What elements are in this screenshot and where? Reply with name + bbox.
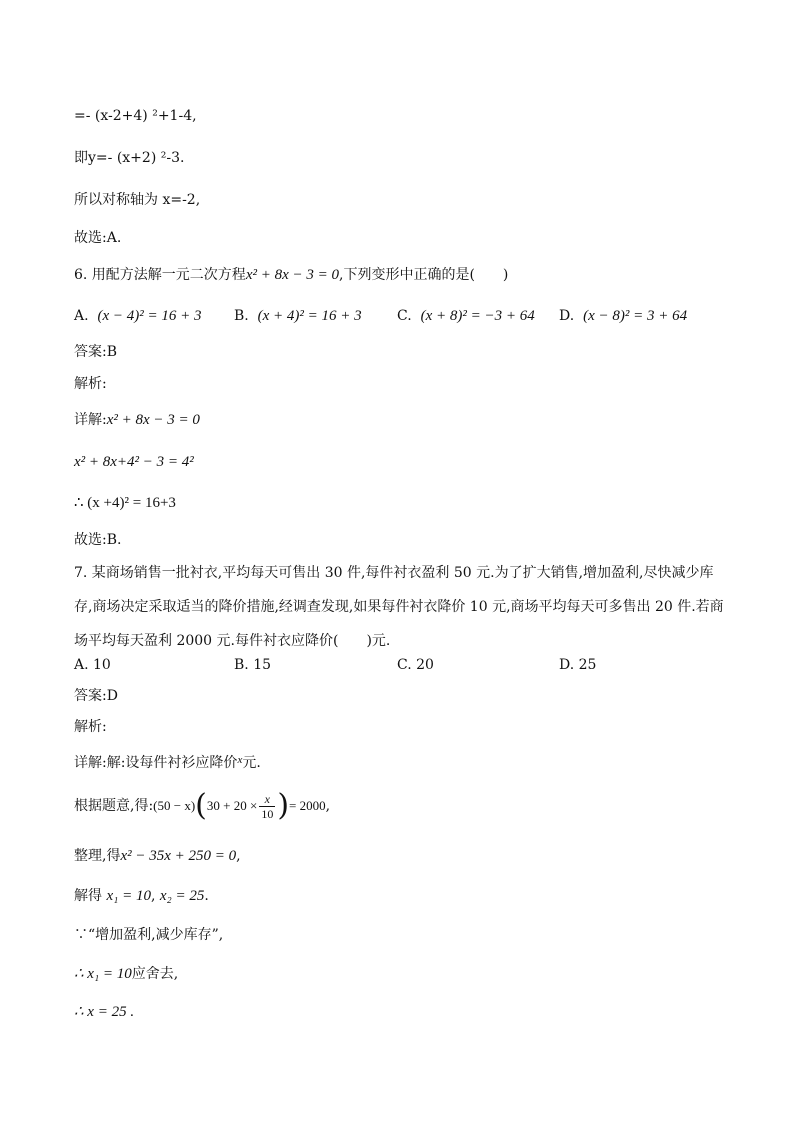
q7-eq-inner: 30 + 20 ×: [206, 798, 258, 813]
left-big-paren-icon: (: [195, 788, 207, 823]
q6-option-c: [397, 306, 535, 326]
q7-solve-x2: x₂ = 25: [159, 888, 205, 904]
question-6-suffix: ,下列变形中正确的是( ): [339, 267, 509, 283]
option-label: C.: [397, 308, 412, 324]
option-expr: (x + 8)² = −3 + 64: [420, 308, 535, 324]
option-label: D.: [559, 657, 575, 673]
q7-eq-label: 根据题意,得:: [74, 798, 154, 814]
q6-detail: [74, 410, 200, 430]
q6-step-3: [74, 493, 176, 513]
q7-final: [74, 1002, 134, 1022]
q7-eq-left: (50 − x): [153, 798, 196, 813]
question-7-stem: 7. 某商场销售一批衬衣,平均每天可售出 30 件,每件衬衣盈利 50 元.为了扩大销售,增加盈利,尽快减少库存,商场决定采取适当的降价措施,经调查发现,如果每件衬衣降价 10 元,商场平均每天可多售出 20 件.若商场平均每天盈利 2000 元.每件衬衣应降价( )元.: [74, 565, 724, 649]
solution-step-1: =- (x-2+4) ²+1-4,: [74, 108, 197, 124]
q7-solve-label: 解得: [74, 888, 102, 904]
q6-choice: 故选:B.: [74, 532, 122, 548]
q7-option-a: [74, 655, 111, 675]
question-6-stem: [74, 265, 508, 285]
q7-solve-end: .: [204, 888, 209, 904]
axis-of-symmetry: 所以对称轴为 x=-2,: [74, 192, 201, 208]
choice-q5: 故选:A.: [74, 230, 122, 246]
q6-option-d: [559, 306, 687, 326]
fraction-numerator: x: [259, 792, 275, 807]
option-value: 20: [416, 657, 434, 673]
option-label: C.: [397, 657, 412, 673]
q6-option-a: [74, 306, 201, 326]
q7-discard: [74, 964, 178, 984]
option-expr: (x − 4)² = 16 + 3: [97, 308, 202, 324]
q7-simplify-eq: x² − 35x + 250 = 0: [120, 848, 237, 864]
q6-detail-eq: x² + 8x − 3 = 0: [106, 412, 200, 428]
q7-eq-right: = 2000: [289, 798, 326, 813]
option-label: A.: [74, 308, 89, 324]
option-value: 10: [93, 657, 111, 673]
q7-detail-var: x: [237, 754, 243, 766]
q7-discard-text: 应舍去,: [131, 966, 179, 982]
q7-answer: 答案:D: [74, 688, 118, 704]
q7-eq-fraction: [259, 792, 275, 821]
option-label: A.: [74, 657, 89, 673]
q7-discard-eq: ∴ x₁ = 10: [74, 966, 132, 982]
option-label: B.: [234, 308, 249, 324]
q6-analysis: 解析:: [74, 376, 107, 392]
q7-equation-line: [74, 788, 331, 823]
q6-step-2: [74, 452, 194, 472]
right-big-paren-icon: ): [277, 788, 290, 823]
q6-option-b: [234, 306, 362, 326]
q7-option-c: [397, 655, 434, 675]
option-expr: (x − 8)² = 3 + 64: [583, 308, 688, 324]
q7-detail: [74, 750, 261, 773]
fraction-denominator: 10: [261, 806, 274, 821]
q7-because: ∵“增加盈利,减少库存”,: [74, 927, 224, 943]
q6-step-3-eq: ∴ (x +4)² = 16+3: [74, 495, 176, 511]
q7-detail-text: 详解:解:设每件衬衫应降价: [74, 755, 238, 771]
option-label: B.: [234, 657, 249, 673]
option-value: 25: [578, 657, 597, 673]
q7-solve: [74, 886, 209, 906]
option-value: 15: [253, 657, 272, 673]
option-label: D.: [559, 308, 575, 324]
q7-detail-unit: 元.: [242, 755, 261, 771]
q7-eq-end: ,: [325, 798, 331, 814]
solution-step-2: 即y=- (x+2) ²-3.: [74, 150, 185, 166]
q6-answer: 答案:B: [74, 344, 118, 360]
q7-final-eq: ∴ x = 25 .: [74, 1004, 135, 1020]
q7-option-d: [559, 655, 596, 675]
question-6-prefix: 6. 用配方法解一元二次方程: [74, 267, 246, 283]
option-expr: (x + 4)² = 16 + 3: [257, 308, 362, 324]
q6-step-2-eq: x² + 8x+4² − 3 = 4²: [74, 454, 194, 470]
q6-detail-label: 详解:: [74, 412, 107, 428]
q7-solve-x1: x₁ = 10: [106, 888, 151, 904]
q7-simplify: [74, 846, 241, 866]
q7-analysis: 解析:: [74, 719, 107, 735]
q7-option-b: [234, 655, 271, 675]
question-6-equation: x² + 8x − 3 = 0: [245, 267, 339, 283]
q7-solve-sep: ,: [150, 888, 156, 904]
q7-simplify-end: ,: [236, 848, 241, 864]
q7-simplify-label: 整理,得: [74, 848, 121, 864]
